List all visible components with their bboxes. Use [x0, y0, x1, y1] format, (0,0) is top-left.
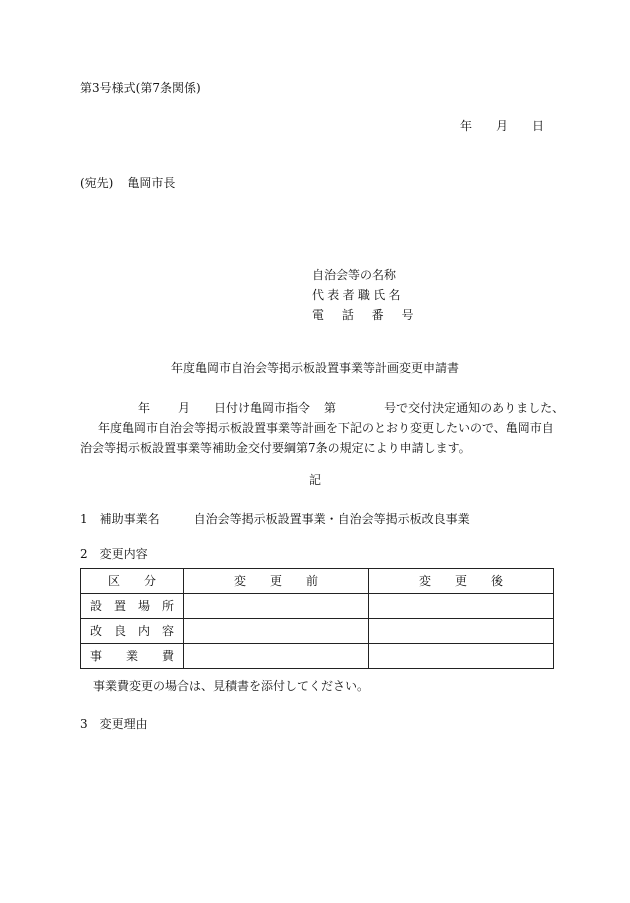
- cell-after[interactable]: [369, 644, 554, 669]
- table-row: [81, 644, 554, 669]
- addressee-name: 亀岡市長: [127, 176, 176, 190]
- applicant-rep-name-label: 代表者職氏名: [312, 288, 404, 302]
- header-category: 区 分: [81, 569, 184, 594]
- cell-after[interactable]: [369, 619, 554, 644]
- row-label: 事業費: [81, 644, 184, 669]
- body-line-3: 治会等掲示板設置事業等補助金交付要綱第7条の規定により申請します。: [80, 441, 471, 455]
- cell-before[interactable]: [184, 644, 369, 669]
- date-day: 日: [531, 119, 544, 133]
- table-row: [81, 594, 554, 619]
- body-line-2: 年度亀岡市自治会等掲示板設置事業等計画を下記のとおり変更したいので、亀岡市自: [98, 421, 554, 435]
- cell-before[interactable]: [184, 594, 369, 619]
- date-month: 月: [495, 119, 508, 133]
- form-number: 第3号様式(第7条関係): [80, 81, 201, 95]
- document-title: 年度亀岡市自治会等掲示板設置事業等計画変更申請書: [170, 361, 459, 375]
- row-label: 改良内容: [81, 619, 184, 644]
- header-after: 変 更 後: [369, 569, 554, 594]
- section-1-label: 1 補助事業名: [80, 512, 160, 526]
- applicant-block: [312, 265, 420, 325]
- section-1: [80, 511, 470, 527]
- addressee: [80, 175, 175, 191]
- section-3-label: 3 変更理由: [80, 717, 148, 731]
- cell-after[interactable]: [369, 594, 554, 619]
- attachment-note: 事業費変更の場合は、見積書を添付してください。: [93, 679, 370, 693]
- addressee-prefix: (宛先): [80, 176, 114, 190]
- date-year: 年: [459, 119, 472, 133]
- row-label: 設置場所: [81, 594, 184, 619]
- ki-heading: 記: [308, 473, 321, 487]
- section-1-value: 自治会等掲示板設置事業・自治会等掲示板改良事業: [193, 512, 470, 526]
- applicant-org-name-label: 自治会等の名称: [312, 268, 397, 282]
- applicant-phone-label: 電 話 番 号: [312, 308, 421, 322]
- body-line-1: 年 月 日付け亀岡市指令 第 号で交付決定通知のありました、: [138, 401, 565, 415]
- cell-before[interactable]: [184, 619, 369, 644]
- header-before: 変 更 前: [184, 569, 369, 594]
- change-table: [80, 568, 554, 669]
- body-text: [80, 398, 565, 458]
- table-row: [81, 619, 554, 644]
- section-2-label: 2 変更内容: [80, 547, 148, 561]
- date-line: [460, 118, 544, 134]
- table-header-row: [81, 569, 554, 594]
